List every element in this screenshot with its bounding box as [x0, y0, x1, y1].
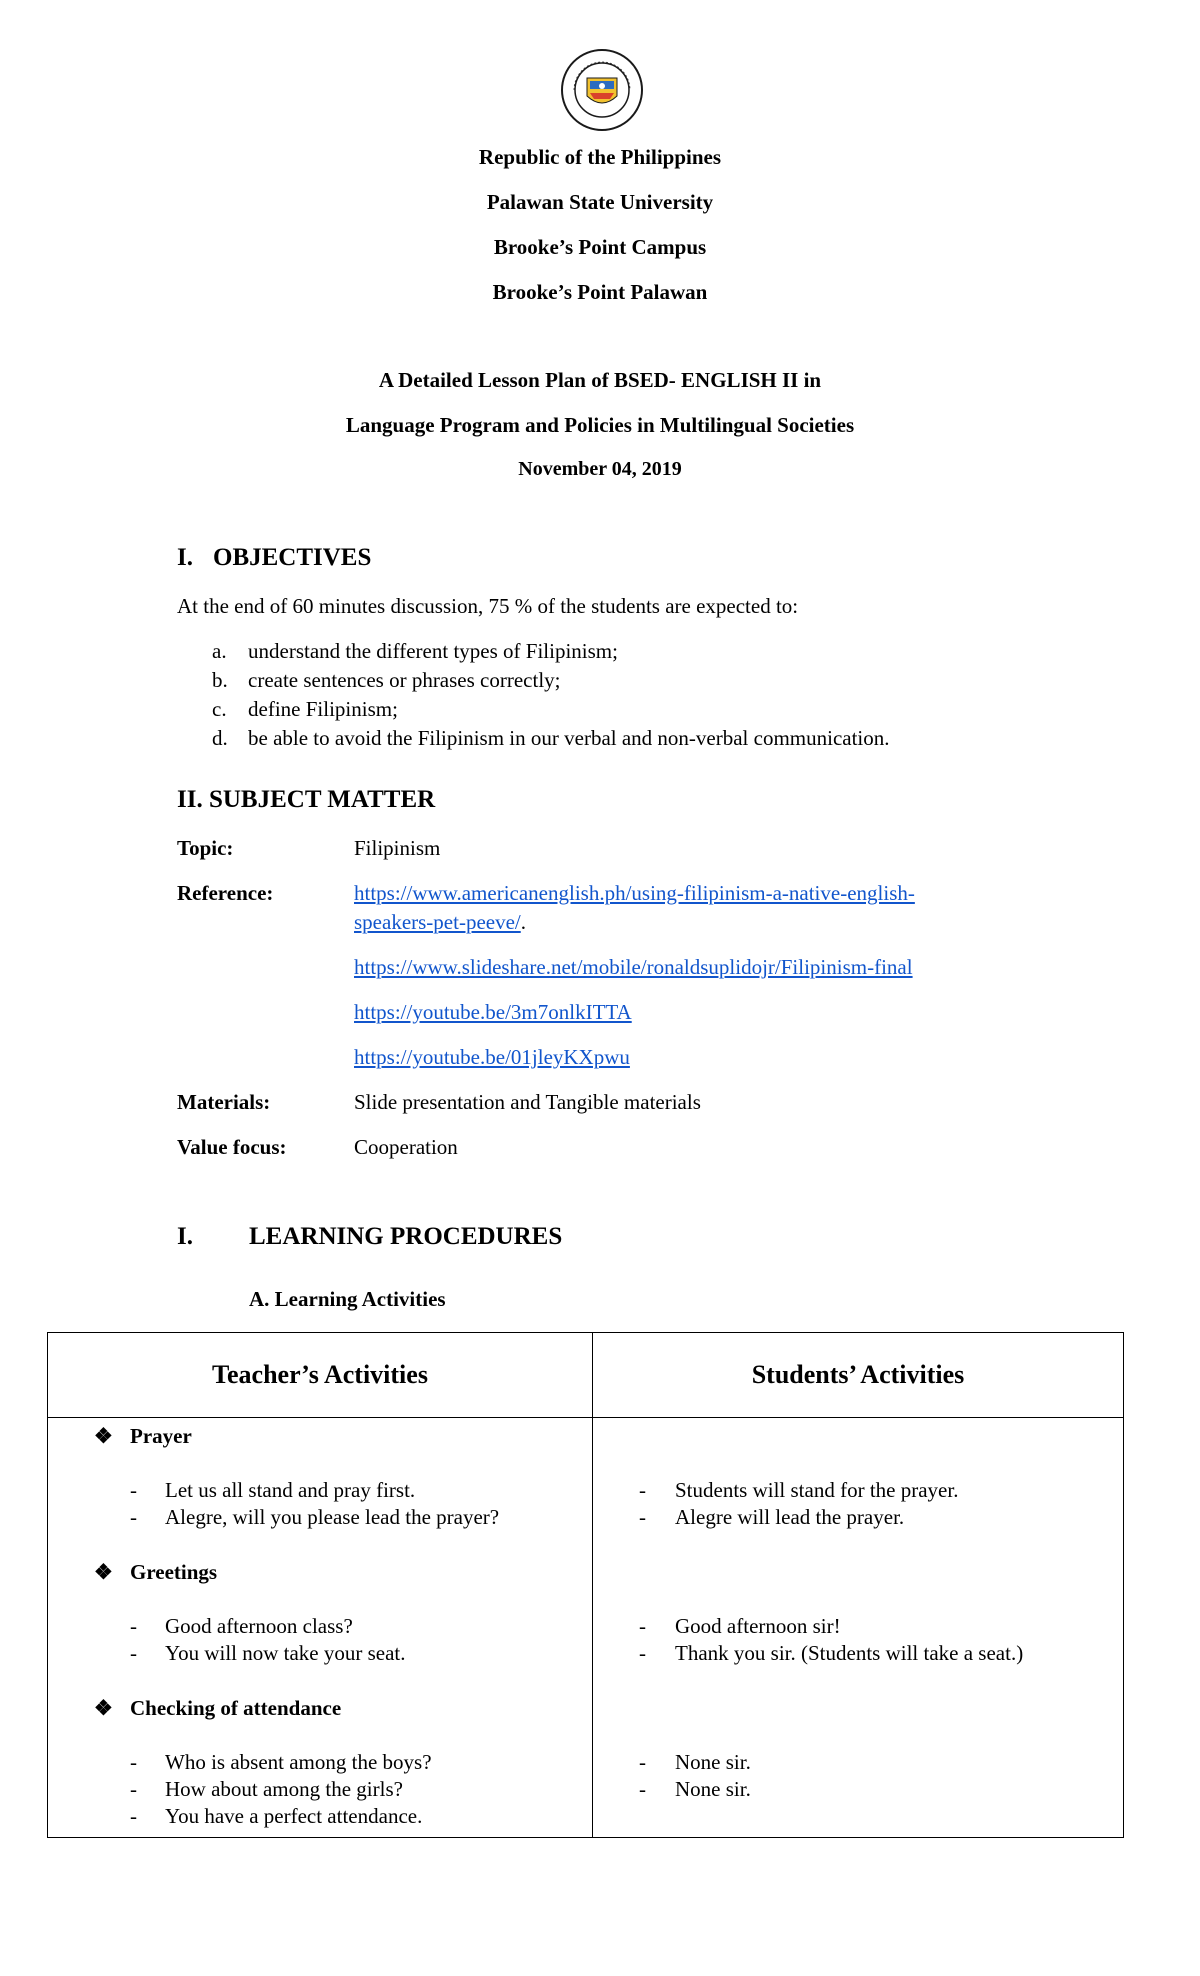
teacher-line: Good afternoon class? [165, 1614, 353, 1638]
objective-item: create sentences or phrases correctly; [248, 668, 561, 692]
course-title: Language Program and Policies in Multilingual Societies [345, 413, 855, 437]
header-republic: Republic of the Philippines [478, 145, 722, 169]
teacher-line: You have a perfect attendance. [165, 1804, 423, 1828]
students-activities-cell [593, 1418, 1124, 1838]
procedures-heading: LEARNING PROCEDURES [249, 1223, 563, 1250]
value-focus-value: Cooperation [354, 1135, 458, 1159]
bullet-icon: ❖ [94, 1560, 113, 1584]
teacher-activities-cell [48, 1418, 593, 1838]
value-focus-label: Value focus: [177, 1135, 287, 1159]
procedures-heading-number: I. [177, 1223, 193, 1250]
header-campus: Brooke’s Point Campus [493, 235, 707, 259]
dash-marker: - [639, 1505, 646, 1529]
dash-marker: - [130, 1641, 137, 1665]
materials-label: Materials: [177, 1090, 271, 1114]
teacher-line: You will now take your seat. [165, 1641, 406, 1665]
objective-marker: b. [212, 668, 228, 692]
reference-label: Reference: [177, 881, 274, 905]
dash-marker: - [639, 1478, 646, 1502]
objectives-heading: OBJECTIVES [213, 544, 372, 571]
dash-marker: - [130, 1804, 137, 1828]
prayer-heading: Prayer [130, 1424, 192, 1448]
objective-item: define Filipinism; [248, 697, 398, 721]
objective-item: be able to avoid the Filipinism in our verbal and non-verbal communication. [248, 726, 890, 750]
teacher-line: How about among the girls? [165, 1777, 403, 1801]
materials-value: Slide presentation and Tangible materials [354, 1090, 701, 1114]
dash-marker: - [639, 1777, 646, 1801]
student-line: Students will stand for the prayer. [675, 1478, 959, 1502]
lesson-date: November 04, 2019 [518, 458, 682, 480]
topic-label: Topic: [177, 836, 234, 860]
teacher-activities-header: Teacher’s Activities [48, 1333, 593, 1418]
subject-matter-heading: II. SUBJECT MATTER [177, 786, 436, 813]
teacher-line: Let us all stand and pray first. [165, 1478, 416, 1502]
reference-trailing-period: . [520, 910, 526, 934]
bullet-icon: ❖ [94, 1424, 113, 1448]
student-line: None sir. [675, 1750, 751, 1774]
dash-marker: - [130, 1505, 137, 1529]
bullet-icon: ❖ [94, 1696, 113, 1720]
dash-marker: - [130, 1478, 137, 1502]
topic-value: Filipinism [354, 836, 441, 860]
reference-link-americanenglish[interactable]: https://www.americanenglish.ph/using-filipinism-a-native-english- [354, 881, 915, 905]
reference-link-youtube-1[interactable]: https://youtube.be/3m7onlkITTA [354, 1000, 632, 1024]
greetings-heading: Greetings [130, 1560, 218, 1584]
header-location: Brooke’s Point Palawan [492, 280, 708, 304]
student-line: Alegre will lead the prayer. [675, 1505, 905, 1529]
students-activities-header: Students’ Activities [593, 1333, 1124, 1418]
objectives-intro: At the end of 60 minutes discussion, 75 % of the students are expected to: [177, 594, 799, 618]
reference-link-slideshare[interactable]: https://www.slideshare.net/mobile/ronaldsuplidojr/Filipinism-final [354, 955, 913, 979]
reference-link-youtube-2[interactable]: https://youtube.be/01jleyKXpwu [354, 1045, 630, 1069]
objective-marker: d. [212, 726, 228, 750]
activities-table [47, 1332, 1124, 1838]
reference-link-text[interactable]: speakers-pet-peeve/ [354, 910, 521, 934]
attendance-heading: Checking of attendance [130, 1696, 342, 1720]
teacher-line: Alegre, will you please lead the prayer? [165, 1505, 500, 1529]
dash-marker: - [639, 1641, 646, 1665]
teacher-line: Who is absent among the boys? [165, 1750, 432, 1774]
student-line: Thank you sir. (Students will take a seat.) [675, 1641, 1024, 1665]
lesson-plan-title: A Detailed Lesson Plan of BSED- ENGLISH II in [378, 368, 822, 392]
objectives-heading-number: I. [177, 544, 193, 571]
dash-marker: - [639, 1614, 646, 1638]
reference-link-americanenglish-cont[interactable] [354, 910, 526, 935]
dash-marker: - [130, 1750, 137, 1774]
objective-item: understand the different types of Filipinism; [248, 639, 618, 663]
header-university: Palawan State University [486, 190, 714, 214]
dash-marker: - [639, 1750, 646, 1774]
learning-activities-subheading: A. Learning Activities [249, 1287, 446, 1311]
objective-marker: a. [212, 639, 227, 663]
student-line: None sir. [675, 1777, 751, 1801]
dash-marker: - [130, 1777, 137, 1801]
dash-marker: - [130, 1614, 137, 1638]
objective-marker: c. [212, 697, 227, 721]
student-line: Good afternoon sir! [675, 1614, 841, 1638]
university-seal-icon [560, 48, 644, 132]
